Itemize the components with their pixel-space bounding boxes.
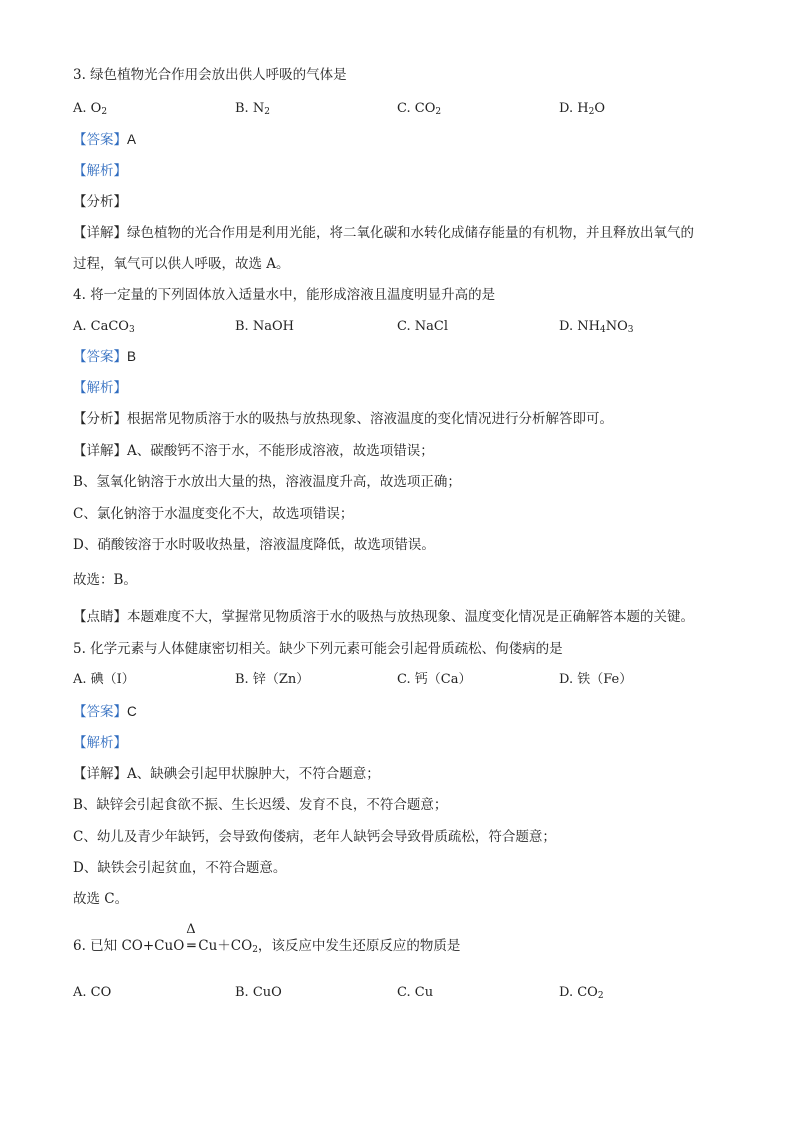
q4-detail-1: 【详解】A、碳酸钙不溶于水，不能形成溶液，故选项错误； <box>73 443 434 459</box>
q6-option-a: A. CO <box>73 985 112 1000</box>
q4-answer: 【答案】B <box>73 349 137 364</box>
answer-tag: 【答案】 <box>73 132 127 147</box>
q4-fenxi: 【分析】根据常见物质溶于水的吸热与放热现象、溶液温度的变化情况进行分析解答即可。 <box>73 411 613 427</box>
q3-fenxi: 【分析】 <box>73 194 127 210</box>
q5-answer: 【答案】C <box>73 704 137 719</box>
q3-option-c: C. $CO_2$ <box>397 101 442 117</box>
q5-conclusion: 故选 C。 <box>73 891 129 907</box>
q5-detail-1: 【详解】A、缺碘会引起甲状腺肿大，不符合题意； <box>73 766 380 782</box>
q5-analysis-tag: 【解析】 <box>73 735 127 751</box>
q5-detail-4: D、缺铁会引起贫血，不符合题意。 <box>73 860 287 876</box>
q3-answer: 【答案】A <box>73 132 137 147</box>
q3-option-a: A. $O_2$ <box>73 101 108 117</box>
question-6-stem: 6. 已知 CO+CuO Δ ═ $Cu+CO_2$，该反应中发生还原反应的物质是 <box>73 922 461 955</box>
q3-option-b: B. $N_2$ <box>235 101 270 117</box>
q5-option-b: B. 锌（Zn） <box>235 672 310 687</box>
q3-option-d: D. $H_2O$ <box>559 101 605 117</box>
q3-detail-2: 过程，氧气可以供人呼吸，故选 A。 <box>73 256 290 272</box>
q5-option-d: D. 铁（Fe） <box>559 672 633 687</box>
q4-conclusion: 故选：B。 <box>73 572 137 588</box>
q3-detail-1: 【详解】绿色植物的光合作用是利用光能，将二氧化碳和水转化成储存能量的有机物，并且释放出氧气的 <box>73 225 694 241</box>
q5-option-a: A. 碘（I） <box>73 672 135 687</box>
q4-option-b: B. NaOH <box>235 319 294 334</box>
q4-analysis-tag: 【解析】 <box>73 380 127 396</box>
question-4-stem: 4. 将一定量的下列固体放入适量水中，能形成溶液且温度明显升高的是 <box>73 287 496 303</box>
q5-detail-2: B、缺锌会引起食欲不振、生长迟缓、发育不良，不符合题意； <box>73 797 448 813</box>
q4-option-c: C. NaCl <box>397 319 448 334</box>
question-3-stem: 3. 绿色植物光合作用会放出供人呼吸的气体是 <box>73 67 347 83</box>
q4-detail-2: B、氢氧化钠溶于水放出大量的热，溶液温度升高，故选项正确； <box>73 474 461 490</box>
q4-detail-3: C、氯化钠溶于水温度变化不大，故选项错误； <box>73 506 354 522</box>
q4-option-d: D. $NH_4NO_3$ <box>559 319 634 335</box>
q3-analysis-tag: 【解析】 <box>73 163 127 179</box>
q6-option-c: C. Cu <box>397 985 434 1000</box>
answer-tag: 【答案】 <box>73 704 127 719</box>
q5-option-c: C. 钙（Ca） <box>397 672 472 687</box>
reaction-condition: Δ ═ <box>186 922 196 954</box>
q6-option-d: D. $CO_2$ <box>559 985 604 1001</box>
q4-dianjing: 【点睛】本题难度不大，掌握常见物质溶于水的吸热与放热现象、温度变化情况是正确解答本题的关键。 <box>73 609 694 625</box>
question-5-stem: 5. 化学元素与人体健康密切相关。缺少下列元素可能会引起骨质疏松、佝偻病的是 <box>73 641 563 657</box>
q4-detail-4: D、硝酸铵溶于水时吸收热量，溶液温度降低，故选项错误。 <box>73 537 435 553</box>
q5-detail-3: C、幼儿及青少年缺钙，会导致佝偻病，老年人缺钙会导致骨质疏松，符合题意； <box>73 829 556 845</box>
answer-tag: 【答案】 <box>73 349 127 364</box>
q6-option-b: B. CuO <box>235 985 282 1000</box>
q4-option-a: A. CaCO$_3$ <box>73 319 135 335</box>
